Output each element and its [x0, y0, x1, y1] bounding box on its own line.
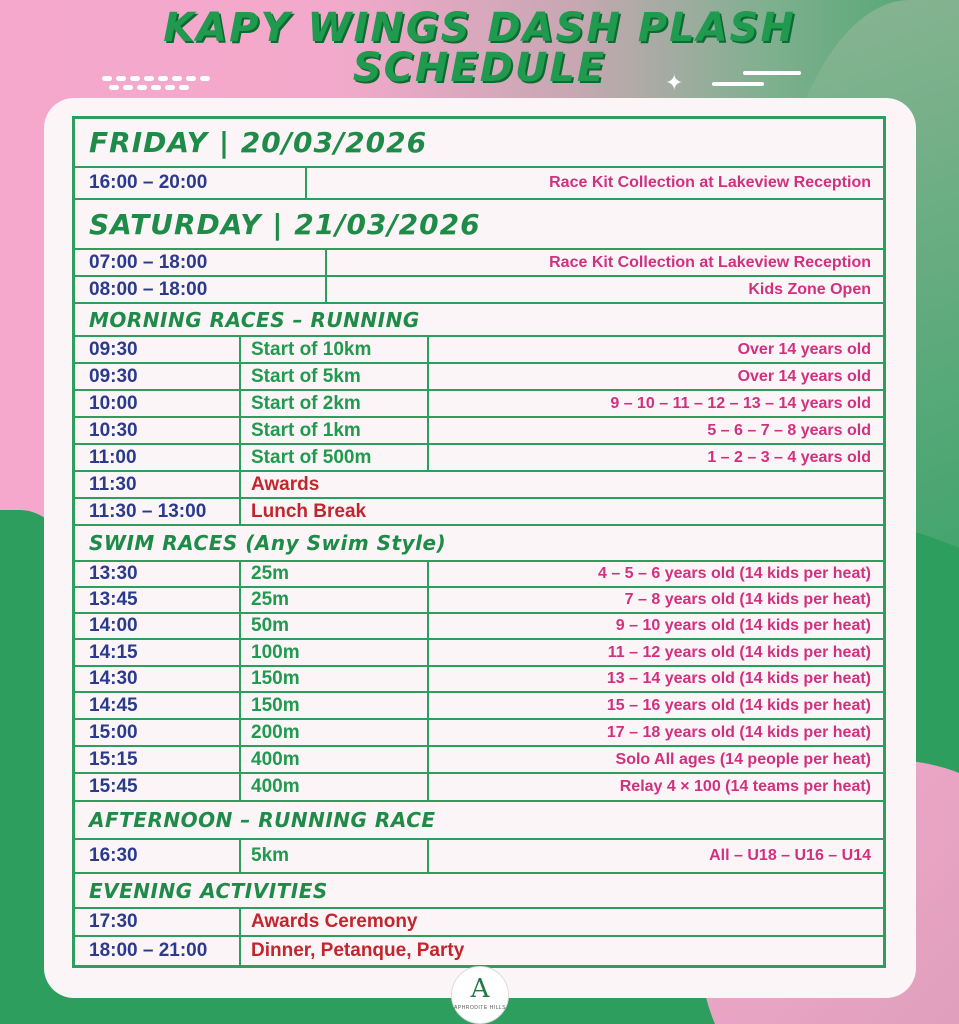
desc-cell: Relay 4 × 100 (14 teams per heat): [619, 778, 871, 795]
desc-cell: Race Kit Collection at Lakeview Reception: [549, 174, 871, 191]
brand-logo: [451, 966, 509, 1024]
desc-cell: 15 – 16 years old (14 kids per heat): [606, 696, 871, 714]
logo-subtitle: APHRODITE HILLS: [454, 1005, 506, 1011]
time-cell: 11:30 – 13:00: [89, 500, 207, 522]
time-cell: 11:00: [89, 446, 137, 468]
time-cell: 15:15: [89, 748, 138, 770]
table-row: [75, 364, 883, 391]
time-cell: 08:00 – 18:00: [89, 278, 208, 300]
time-cell: 07:00 – 18:00: [89, 251, 208, 273]
event-cell: 25m: [251, 563, 290, 584]
time-cell: 13:45: [89, 589, 138, 610]
section-header-morning: [75, 304, 883, 337]
table-row: [75, 168, 883, 200]
table-row: [75, 937, 883, 965]
logo-letter: A: [470, 974, 490, 1004]
event-cell: Awards: [251, 473, 320, 495]
table-row: [75, 250, 883, 277]
table-row: [75, 640, 883, 667]
desc-cell: 9 – 10 years old (14 kids per heat): [615, 617, 871, 634]
time-cell: 13:30: [89, 563, 138, 584]
desc-cell: 1 – 2 – 3 – 4 years old: [707, 448, 871, 466]
event-cell: Start of 1km: [251, 419, 361, 441]
event-cell: 50m: [251, 615, 290, 636]
time-cell: 11:30: [89, 473, 137, 495]
section-header-swim: [75, 526, 883, 562]
table-row: [75, 445, 883, 472]
event-cell: Lunch Break: [251, 500, 367, 522]
table-row: [75, 840, 883, 874]
event-cell: 5km: [251, 845, 290, 866]
desc-cell: Over 14 years old: [737, 367, 871, 385]
time-cell: 14:15: [89, 641, 138, 663]
time-cell: 14:30: [89, 668, 138, 689]
time-cell: 14:00: [89, 615, 138, 636]
desc-cell: 17 – 18 years old (14 kids per heat): [606, 723, 871, 741]
section-heading: SWIM RACES (Any Swim Style): [89, 531, 447, 555]
time-cell: 17:30: [89, 911, 138, 932]
event-cell: Start of 10km: [251, 338, 372, 360]
desc-cell: 4 – 5 – 6 years old (14 kids per heat): [597, 565, 871, 582]
desc-cell: Solo All ages (14 people per heat): [615, 750, 871, 768]
event-cell: Start of 2km: [251, 392, 361, 414]
day-header-friday: [75, 119, 883, 168]
event-cell: 150m: [251, 668, 300, 689]
table-row: [75, 747, 883, 774]
day-header-saturday: [75, 200, 883, 250]
time-cell: 15:45: [89, 776, 138, 797]
desc-cell: Kids Zone Open: [748, 280, 871, 298]
table-row: [75, 418, 883, 445]
table-row: [75, 588, 883, 614]
desc-cell: Race Kit Collection at Lakeview Reception: [549, 253, 871, 271]
time-cell: 10:00: [89, 392, 138, 414]
section-header-afternoon: [75, 802, 883, 840]
time-cell: 15:00: [89, 721, 138, 743]
desc-cell: 7 – 8 years old (14 kids per heat): [624, 591, 871, 608]
table-row: [75, 499, 883, 526]
table-row: [75, 562, 883, 588]
event-cell: 25m: [251, 589, 290, 610]
time-cell: 09:30: [89, 338, 138, 360]
time-cell: 10:30: [89, 419, 138, 441]
event-cell: 150m: [251, 694, 300, 716]
day-heading: FRIDAY | 20/03/2026: [89, 126, 428, 159]
event-cell: Start of 500m: [251, 446, 372, 468]
event-cell: Start of 5km: [251, 365, 361, 387]
desc-cell: All – U18 – U16 – U14: [709, 847, 871, 864]
event-cell: 100m: [251, 641, 300, 663]
schedule-table: [72, 116, 886, 968]
table-row: [75, 667, 883, 693]
section-heading: EVENING ACTIVITIES: [89, 878, 328, 903]
table-row: [75, 472, 883, 499]
event-cell: Awards Ceremony: [251, 911, 418, 932]
decorative-dash: [712, 82, 764, 86]
time-cell: 16:00 – 20:00: [89, 172, 208, 193]
section-header-evening: [75, 874, 883, 909]
desc-cell: 5 – 6 – 7 – 8 years old: [707, 421, 871, 439]
table-row: [75, 693, 883, 720]
table-row: [75, 720, 883, 747]
table-row: [75, 391, 883, 418]
desc-cell: Over 14 years old: [737, 340, 871, 358]
event-cell: 200m: [251, 721, 300, 743]
time-cell: 18:00 – 21:00: [89, 940, 208, 961]
event-cell: 400m: [251, 748, 300, 770]
table-row: [75, 774, 883, 802]
section-heading: AFTERNOON – RUNNING RACE: [89, 808, 436, 832]
event-cell: 400m: [251, 776, 300, 797]
event-cell: Dinner, Petanque, Party: [251, 940, 465, 961]
time-cell: 16:30: [89, 845, 138, 866]
section-heading: MORNING RACES – RUNNING: [89, 307, 420, 332]
table-row: [75, 277, 883, 304]
page-title: KAPY WINGS DASH PLASH: [163, 5, 796, 51]
table-row: [75, 909, 883, 937]
sparkle-icon: ✦: [665, 70, 684, 95]
table-row: [75, 614, 883, 640]
time-cell: 14:45: [89, 694, 138, 716]
table-row: [75, 337, 883, 364]
day-heading: SATURDAY | 21/03/2026: [89, 207, 481, 241]
decorative-dots: [102, 76, 212, 92]
time-cell: 09:30: [89, 365, 138, 387]
desc-cell: 9 – 10 – 11 – 12 – 13 – 14 years old: [610, 394, 871, 412]
decorative-dash: [743, 71, 801, 75]
page-subtitle: SCHEDULE: [352, 45, 607, 91]
desc-cell: 11 – 12 years old (14 kids per heat): [607, 643, 871, 661]
desc-cell: 13 – 14 years old (14 kids per heat): [606, 670, 871, 687]
